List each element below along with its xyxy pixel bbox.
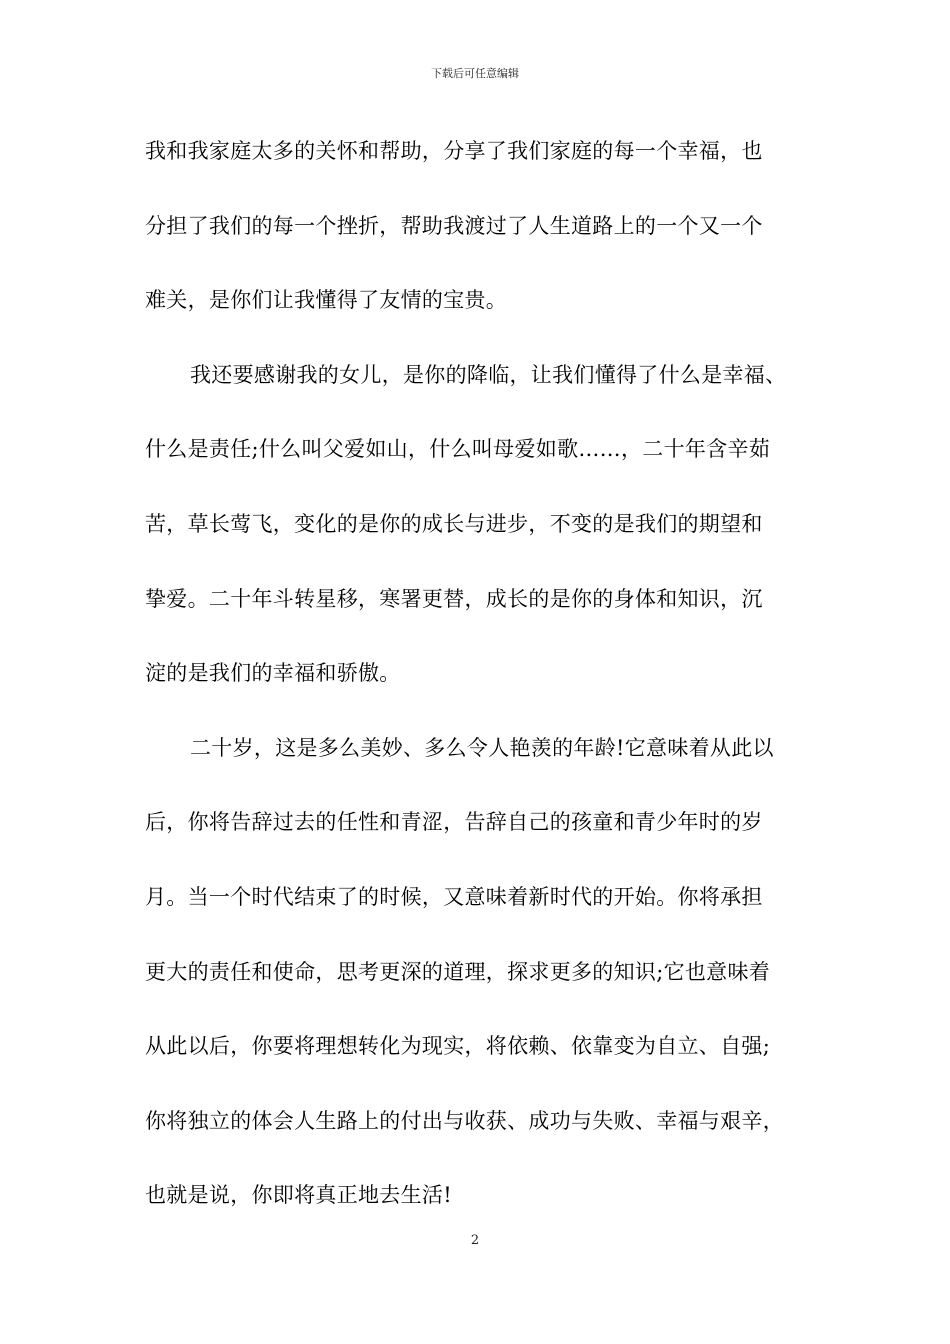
page-number: 2 [470,1233,480,1248]
text-line: 月。当一个时代结束了的时候，又意味着新时代的开始。你将承担 [145,884,763,909]
text-line: 什么是责任;什么叫父爱如山，什么叫母爱如歌……，二十年含辛茹 [145,437,771,462]
text-line: 也就是说，你即将真正地去生活! [145,1183,452,1208]
text-line: 从此以后，你要将理想转化为现实，将依赖、依靠变为自立、自强; [145,1034,771,1059]
page-header: 下载后可任意编辑 [431,67,519,80]
text-line: 淀的是我们的幸福和骄傲。 [145,661,401,686]
text-line: 更大的责任和使命，思考更深的道理，探求更多的知识;它也意味着 [145,959,771,984]
text-line: 挚爱。二十年斗转星移，寒署更替，成长的是你的身体和知识，沉 [145,586,763,611]
document-body [145,128,810,1247]
text-line: 你将独立的体会人生路上的付出与收获、成功与失败、幸福与艰辛， [145,1108,784,1133]
text-line: 分担了我们的每一个挫折，帮助我渡过了人生道路上的一个又一个 [145,213,763,238]
text-line: 难关，是你们让我懂得了友情的宝贵。 [145,288,508,313]
text-line: 苦，草长莺飞，变化的是你的成长与进步，不变的是我们的期望和 [145,511,763,536]
text-line: 后，你将告辞过去的任性和青涩，告辞自己的孩童和青少年时的岁 [145,810,763,835]
paragraph-start-line: 我还要感谢我的女儿，是你的降临，让我们懂得了什么是幸福、 [190,362,787,387]
text-line: 我和我家庭太多的关怀和帮助，分享了我们家庭的每一个幸福，也 [145,139,763,163]
paragraph-start-line: 二十岁，这是多么美妙、多么令人艳羡的年龄!它意味着从此以 [190,735,774,760]
